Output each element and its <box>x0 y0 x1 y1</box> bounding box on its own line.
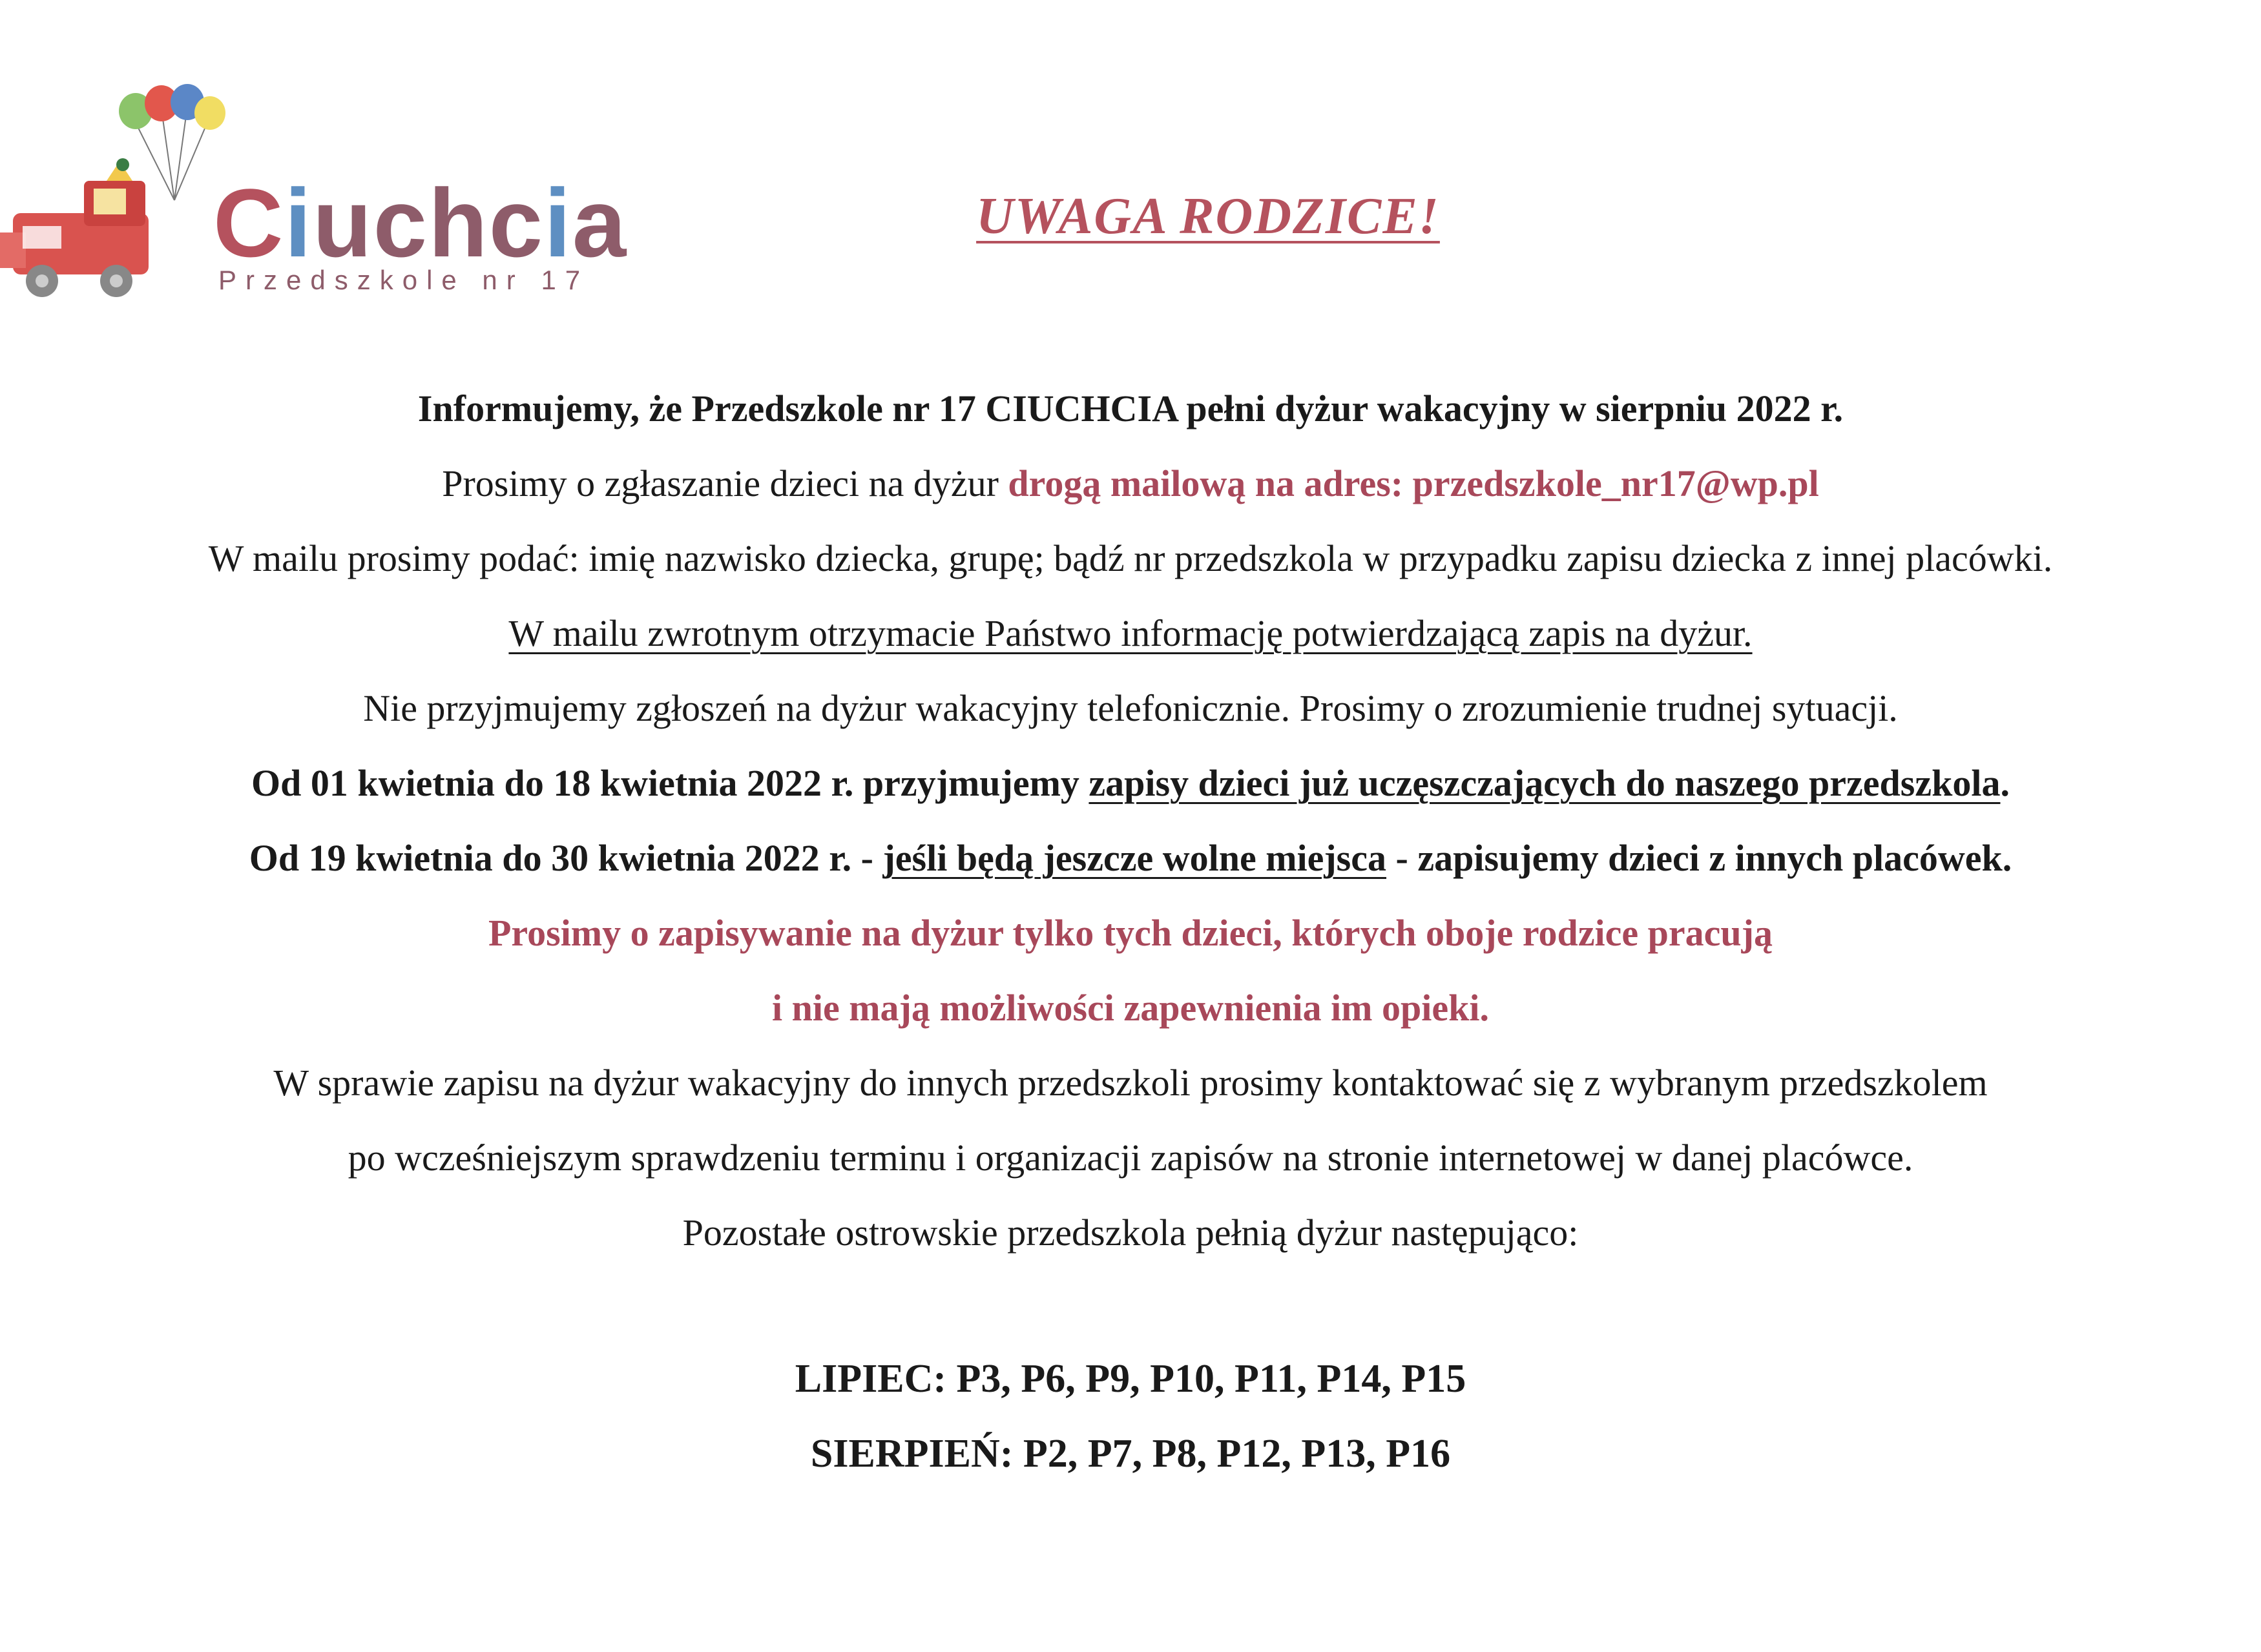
enrollment-period-1 <box>0 746 2261 821</box>
page-title: UWAGA RODZICE! <box>976 188 1440 245</box>
period-2-emphasis: jeśli będą jeszcze wolne miejsca <box>882 837 1387 879</box>
notice-body <box>0 371 2261 1491</box>
schedule-july: LIPIEC: P3, P6, P9, P10, P11, P14, P15 <box>795 1357 1466 1401</box>
logo-name-part: uchc <box>313 169 545 277</box>
other-schools-line-2: po wcześniejszym sprawdzeniu terminu i organizacji zapisów na stronie internetowej w danej placówce. <box>348 1137 1913 1179</box>
logo-subtitle: Przedszkole nr 17 <box>218 265 590 295</box>
email-line-text: Prosimy o zgłaszanie dzieci na dyżur <box>442 462 1008 504</box>
confirmation-line: W mailu zwrotnym otrzymacie Państwo informację potwierdzającą zapis na dyżur. <box>508 612 1753 654</box>
period-1-emphasis: zapisy dzieci już uczęszczających do naszego przedszkola <box>1089 762 2001 804</box>
email-address: drogą mailową na adres: przedszkole_nr17@wp.pl <box>1008 462 1819 504</box>
info-line: Informujemy, że Przedszkole nr 17 CIUCHCIA pełni dyżur wakacyjny w sierpniu 2022 r. <box>417 387 1844 429</box>
spacer <box>0 1270 2261 1341</box>
email-line <box>0 446 2261 521</box>
instruction-line: W mailu prosimy podać: imię nazwisko dziecka, grupę; bądź nr przedszkola w przypadku zapisu dziecka z innej placówki. <box>208 537 2053 579</box>
priority-line-1: Prosimy o zapisywanie na dyżur tylko tych dzieci, których oboje rodzice pracują <box>488 912 1773 954</box>
schedule-intro: Pozostałe ostrowskie przedszkola pełnią dyżur następująco: <box>682 1212 1579 1254</box>
period-1-text: Od 01 kwietnia do 18 kwietnia 2022 r. przyjmujemy <box>251 762 1089 804</box>
other-schools-line-1: W sprawie zapisu na dyżur wakacyjny do innych przedszkoli prosimy kontaktować się z wybranym przedszkolem <box>273 1062 1988 1104</box>
schedule-august: SIERPIEŃ: P2, P7, P8, P12, P13, P16 <box>810 1432 1451 1476</box>
priority-line-2: i nie mają możliwości zapewnienia im opieki. <box>772 987 1489 1029</box>
period-2-text: Od 19 kwietnia do 30 kwietnia 2022 r. - <box>249 837 883 879</box>
logo-name-part: i <box>284 169 313 277</box>
enrollment-period-2 <box>0 821 2261 896</box>
logo-name-part: C <box>213 169 285 277</box>
logo-name-part: a <box>572 169 628 277</box>
logo-name-part: i <box>544 169 572 277</box>
period-2-end: - zapisujemy dzieci z innych placówek. <box>1386 837 2012 879</box>
phone-notice-line: Nie przyjmujemy zgłoszeń na dyżur wakacyjny telefonicznie. Prosimy o zrozumienie trudnej sytuacji. <box>363 687 1898 729</box>
period-1-end: . <box>2000 762 2010 804</box>
